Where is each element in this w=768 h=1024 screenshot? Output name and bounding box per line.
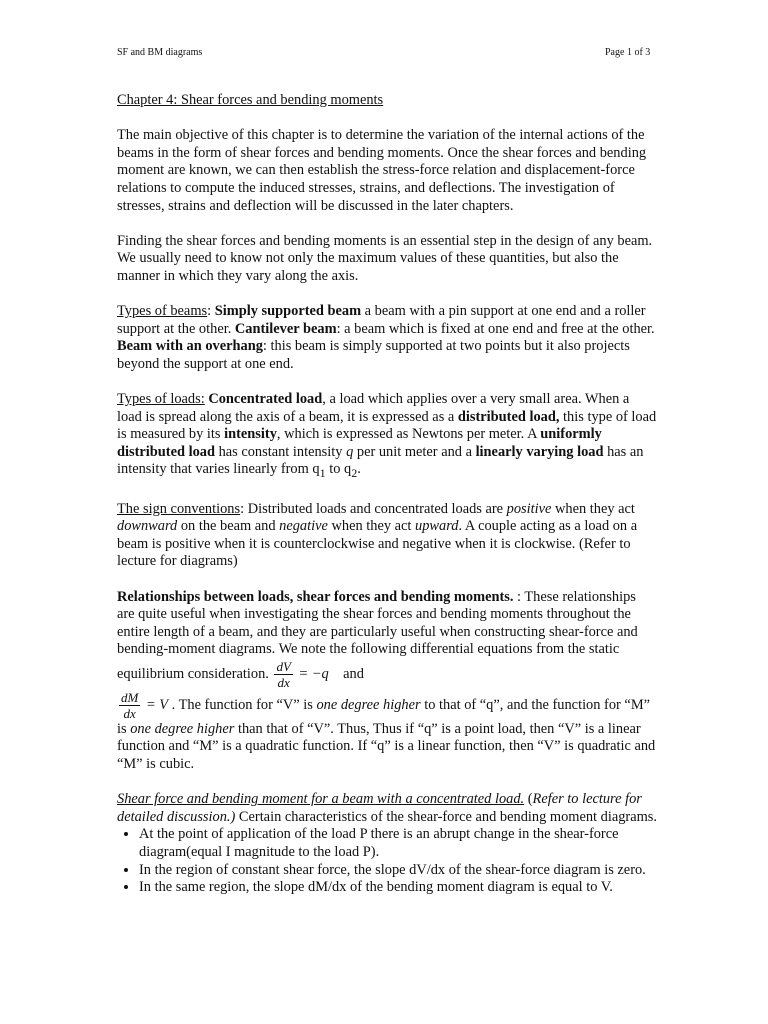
header-page-number: Page 1 of 3 xyxy=(605,47,651,58)
paragraph-sign-conventions: The sign conventions: Distributed loads and concentrated loads are positive when they act downward on the beam and negative when they act upward. A couple acting as a load on a beam is positive when it is counterclockwise and negative when it is clockwise. (Refer to lecture for diagrams) xyxy=(117,500,638,570)
concentrated-load-heading: Shear force and bending moment for a beam with a concentrated load. xyxy=(117,791,525,808)
paragraph-concentrated-load: Shear force and bending moment for a beam with a concentrated load. (Refer to lecture for detailed discussion.) Certain characteristics of the shear-force and bending moment diagrams. xyxy=(117,791,657,825)
characteristics-list xyxy=(117,826,657,896)
relationships-heading: Relationships between loads, shear forces and bending moments. xyxy=(117,588,514,605)
document-body xyxy=(117,92,657,897)
equation-dm-dx: $\frac{dM}{dx}$ xyxy=(121,689,139,721)
list-item: • In the same region, the slope dM/dx of the bending moment diagram is equal to V. xyxy=(139,879,657,897)
equation-dv-dx: $\frac{dV}{dx}$ xyxy=(276,658,291,690)
list-item: • In the region of constant shear force, the slope dV/dx of the shear-force diagram is zero. xyxy=(139,862,657,880)
paragraph-beam-types: Types of beams: Simply supported beam a beam with a pin support at one end and a roller support at the other. Cantilever beam: a beam which is fixed at one end and free at the other. Beam with an overhang: this beam is simply supported at two points but it also projects beyond the support at one end. xyxy=(117,303,655,372)
paragraph-load-types: Types of loads: Concentrated load, a load which applies over a very small area. When a load is spread along the axis of a beam, it is expressed as a distributed load, this type of load is measured by its intensity, which is expressed as Newtons per meter. A uniformly distributed load has constant intensity q per unit meter and a linearly varying load has an intensity that varies linearly from $q_1$ to $q_2$. xyxy=(117,391,657,481)
sign-conventions-heading: The sign conventions xyxy=(117,500,241,517)
load-types-heading: Types of loads: xyxy=(117,391,205,408)
list-item: • At the point of application of the load P there is an abrupt change in the shear-force diagram(equal I magnitude to the load P). xyxy=(139,826,657,861)
paragraph-relationships: Relationships between loads, shear forces and bending moments. : These relationships are quite useful when investigating the shear forces and bending moments throughout the entire length of a beam, and they are particularly useful when constructing shear-force and bending-moment diagrams. We note the following differential equations from the static equilibrium consideration. $\frac{dV}{dx}$ = −q and $\frac{dM}{dx}$ = V . The function for “V” is one degree higher to that of “q”, and the function for “M” is one degree higher than that of “V”. Thus, Thus if “q” is a point load, then “V” is a linear function and “M” is a quadratic function. If “q” is a linear function, then “V” is quadratic and “M” is cubic. xyxy=(117,588,656,773)
paragraph-objective: The main objective of this chapter is to determine the variation of the internal actions of the beams in the form of shear forces and bending moments. Once the shear forces and bending moment are known, we can then establish the stress-force relation and displacement-force relations to compute the induced stresses, strains, and deflections. The investigation of stresses, strains and deflection will be discussed in the later chapters. xyxy=(117,127,647,214)
chapter-title: Chapter 4: Shear forces and bending moments xyxy=(117,92,384,108)
header-left: SF and BM diagrams xyxy=(117,47,203,58)
beam-types-heading: Types of beams xyxy=(117,303,208,320)
paragraph-finding: Finding the shear forces and bending moments is an essential step in the design of any beam. We usually need to know not only the maximum values of these quantities, but also the manner in which they vary along the axis. xyxy=(117,232,653,284)
